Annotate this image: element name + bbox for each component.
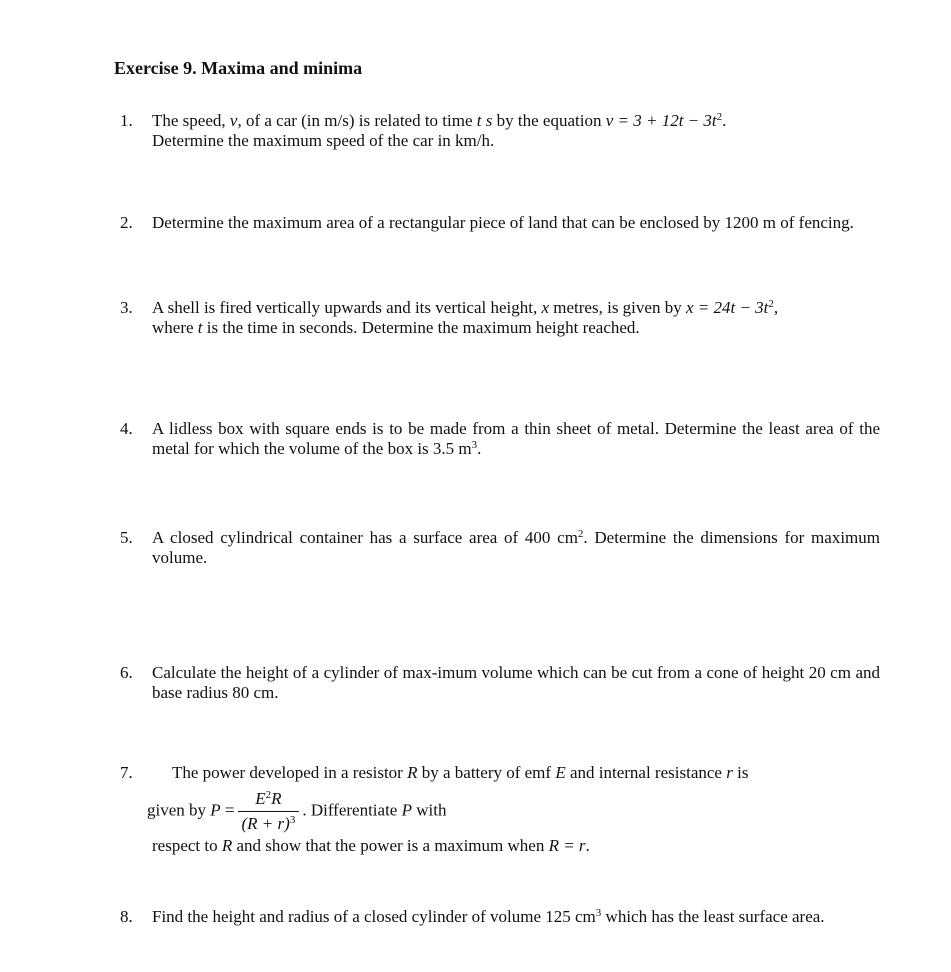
question-text: Calculate the height of a cylinder of max-imum volume which can be cut from a cone of height 20 cm and base radius 80 cm. xyxy=(152,663,880,702)
question-2 xyxy=(120,213,880,233)
question-8 xyxy=(120,907,880,927)
question-number: 8. xyxy=(120,907,133,926)
question-text: A closed cylindrical container has a surface area of 400 $cm^2$. Determine the dimensions for maximum volume. xyxy=(152,528,880,567)
question-4 xyxy=(120,419,880,459)
question-text: A shell is fired vertically upwards and its vertical height, x metres, is given by $x = 24t - 3t^2$, where t is the time in seconds. Determine the maximum height reached. xyxy=(152,298,779,337)
question-6 xyxy=(120,663,880,703)
question-number: 7. xyxy=(120,763,133,782)
question-number: 3. xyxy=(120,298,133,317)
question-number: 5. xyxy=(120,528,133,547)
question-7 xyxy=(120,763,880,856)
question-text: The speed, v, of a car (in m/s) is related to time t s by the equation $v = 3 + 12t - 3t^2$. Determine the maximum speed of the car in km/h. xyxy=(152,111,727,150)
question-3 xyxy=(120,298,880,338)
question-number: 6. xyxy=(120,663,133,682)
exercise-title: Exercise 9. Maxima and minima xyxy=(114,58,363,78)
question-number: 1. xyxy=(120,111,133,130)
question-1 xyxy=(120,111,880,151)
question-text: Find the height and radius of a closed cylinder of volume 125 $cm^3$ which has the least surface area. xyxy=(152,907,825,926)
question-number: 4. xyxy=(120,419,133,438)
question-5 xyxy=(120,528,880,568)
fraction: $\frac{E^2R}{(R + r)^3}$ xyxy=(238,789,300,834)
question-text: The power developed in a resistor R by a battery of emf E and internal resistance r is given by P = $\frac{E^2R}{(R + r)^3}$ . Differentiate P with respect to R and show that the power is a maximum when R = r. xyxy=(120,763,880,856)
question-text: A lidless box with square ends is to be made from a thin sheet of metal. Determine the least area of the metal for which the volume of the box is 3.5 $m^3$. xyxy=(152,419,880,458)
power-formula: given by P = $\frac{E^2R}{(R + r)^3}$ . Differentiate P with xyxy=(147,789,447,833)
question-text: Determine the maximum area of a rectangular piece of land that can be enclosed by 1200 m of fencing. xyxy=(152,213,854,232)
question-number: 2. xyxy=(120,213,133,232)
